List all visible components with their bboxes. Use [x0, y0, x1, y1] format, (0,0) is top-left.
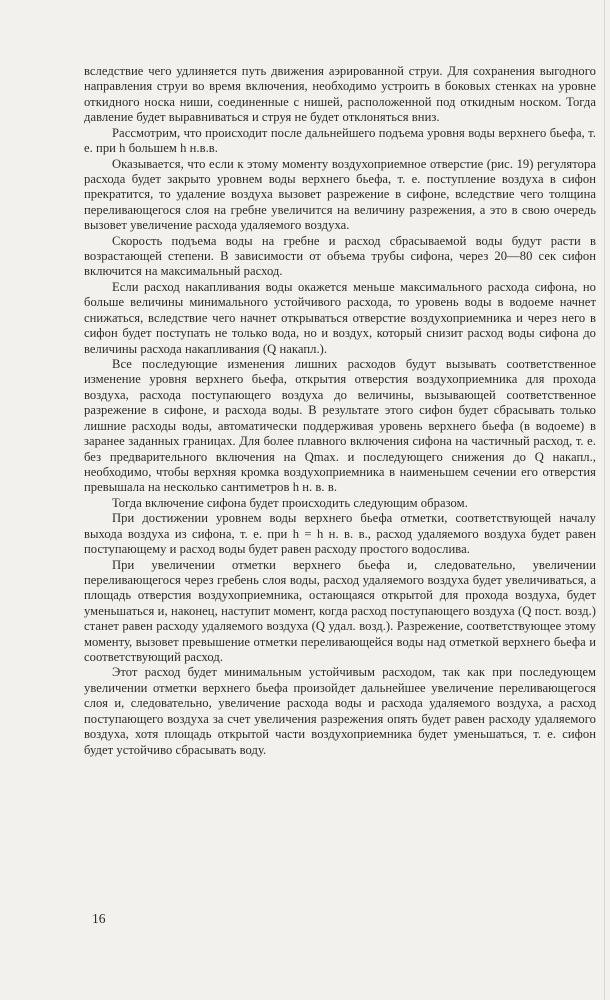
body-text [84, 64, 596, 758]
paragraph-5: Если расход накапливания воды окажется меньше максимального расхода сифона, но больше величины минимального устойчивого расхода, то уровень воды в водоеме начнет снижаться, вследствие чего начнет открываться отверстие воздухоприемника и через него в сифон будет поступать не только вода, но и воздух, который снизит расход воды сифона до величины расхода накапливания (Q накапл.). [84, 279, 596, 356]
page-number: 16 [92, 911, 106, 926]
paragraph-8: При достижении уровнем воды верхнего бьефа отметки, соответствующей началу выхода воздуха из сифона, т. е. при h = h н. в. в., расход удаляемого воздуха будет равен поступающему и расход воды будет равен расходу простого водослива. [84, 511, 596, 557]
paragraph-1: вследствие чего удлиняется путь движения аэрированной струи. Для сохранения выгодного направления струи во время включения, необходимо устроить в боковых стенках на уровне откидного носка ниши, соединенные с нишей, расположенной под откидным носком. Тогда давление будет выравниваться и струя не будет отклоняться вниз. [84, 64, 596, 125]
paragraph-3: Оказывается, что если к этому моменту воздухоприемное отверстие (рис. 19) регулятора расхода будет закрыто уровнем воды верхнего бьефа, т. е. поступление воздуха в сифон прекратится, то удаление воздуха вызовет разрежение в сифоне, вследствие чего толщина переливающегося слоя на гребне увеличится на величину разрежения, а это в свою очередь вызовет увеличение расхода удаляемого воздуха. [84, 156, 596, 233]
paragraph-6: Все последующие изменения лишних расходов будут вызывать соответственное изменение уровня верхнего бьефа, открытия отверстия воздухоприемника для прохода воздуха, расхода поступающего воздуха до величины, вызывающей соответственное разрежение в сифоне, и расхода воды. В результате этого сифон будет сбрасывать только лишние расходы воды, автоматически поддерживая уровень верхнего бьефа (в водоеме) в заранее заданных границах. Для более плавного включения сифона на частичный расход, т. е. без предварительного включения на Qmax. и последующего снижения до Q накапл., необходимо, чтобы верхняя кромка воздухоприемника в наименьшем сечении его отверстия превышала на несколько сантиметров h н. в. в. [84, 357, 596, 495]
page-edge-divider [604, 0, 605, 1000]
paragraph-7: Тогда включение сифона будет происходить следующим образом. [112, 495, 468, 510]
paragraph-2: Рассмотрим, что происходит после дальнейшего подъема уровня воды верхнего бьефа, т. е. при h большем h н.в.в. [84, 125, 596, 156]
paragraph-10: Этот расход будет минимальным устойчивым расходом, так как при последующем увеличении отметки верхнего бьефа произойдет дальнейшее увеличение переливающегося слоя и, следовательно, увеличение расхода воды и расхода удаляемого воздуха, а расход поступающего воздуха за счет увеличения разрежения опять будет равен расходу удаляемого воздуха, хотя площадь открытой части воздухоприемника будет уменьшаться, т. е. сифон будет устойчиво сбрасывать воду. [84, 665, 596, 757]
paragraph-4: Скорость подъема воды на гребне и расход сбрасываемой воды будут расти в возрастающей степени. В зависимости от объема трубы сифона, через 20—80 сек сифон включится на максимальный расход. [84, 233, 596, 279]
paragraph-9: При увеличении отметки верхнего бьефа и, следовательно, увеличении переливающегося через гребень слоя воды, расход удаляемого воздуха будет увеличиваться, а площадь отверстия воздухоприемника, остающаяся открытой для прохода воздуха, будет уменьшаться и, наконец, наступит момент, когда расход поступающего воздуха (Q пост. возд.) станет равен расходу удаляемого воздуха (Q удал. возд.). Разрежение, соответствующее этому моменту, вызовет превышение отметки переливающейся воды над отметкой верхнего бьефа и соответствующий расход. [84, 557, 596, 665]
